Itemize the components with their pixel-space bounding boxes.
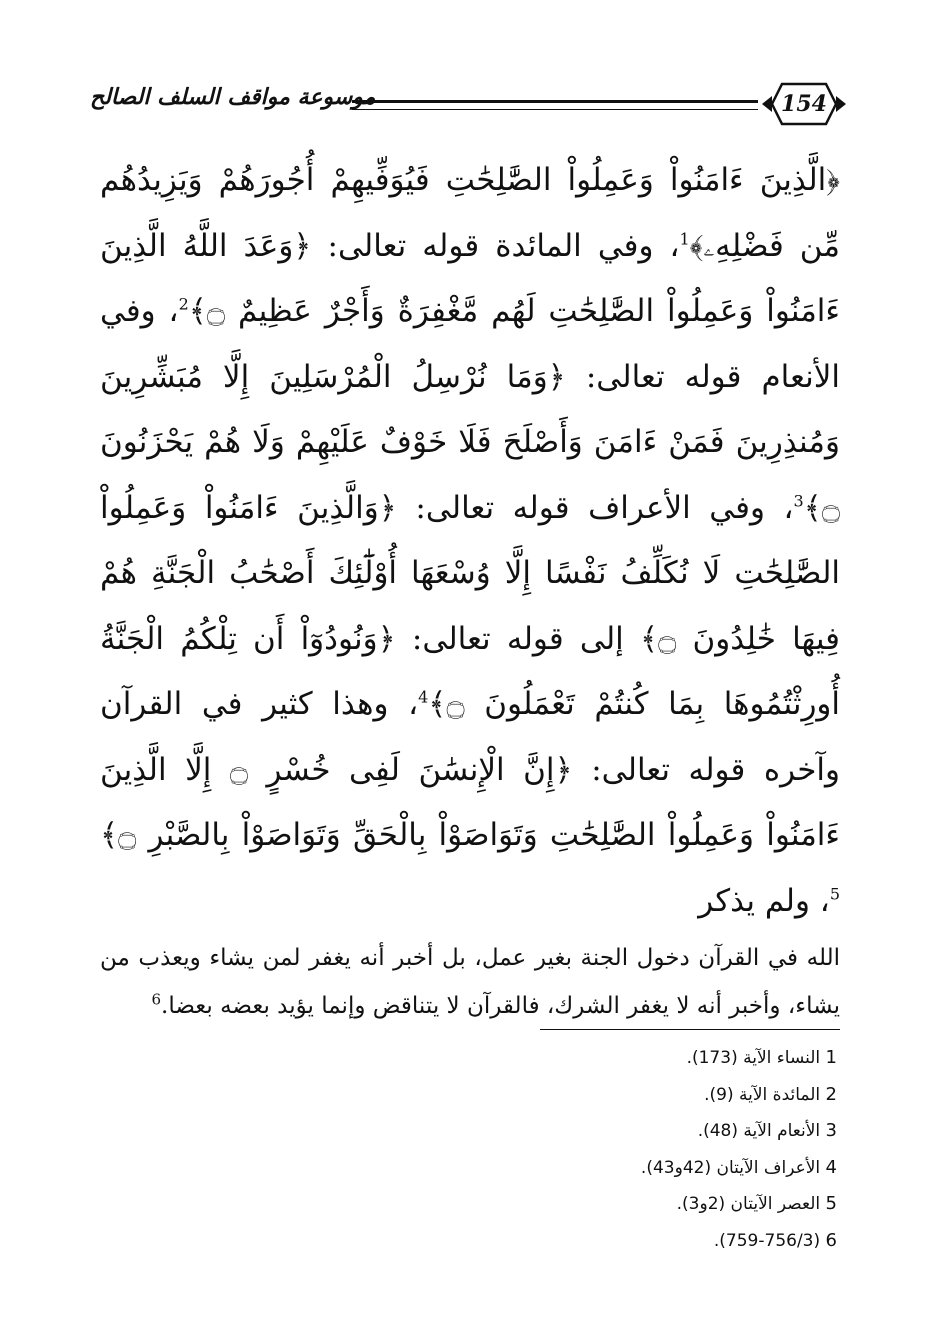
- footnote-ref: 2: [178, 294, 189, 314]
- footnote-text: الأعراف الآيتان (42و43).: [640, 1157, 821, 1178]
- text-segment: ﴿الَّذِينَ ءَامَنُواْ وَعَمِلُواْ الصَّٰلِحَٰتِ فَيُوَفِّيهِمْ أُجُورَهُمْ وَيَزِيدُهُم مِّن فَضْلِهِۦ﴾: [100, 162, 841, 264]
- footnote-number: 3: [825, 1120, 837, 1141]
- footnote-text: النساء الآية (173).: [686, 1048, 821, 1068]
- header-rule: [352, 100, 758, 110]
- footnote-text: المائدة الآية (9).: [704, 1084, 821, 1105]
- page-number-badge: [758, 78, 850, 130]
- footnote-ref: 4: [418, 687, 429, 707]
- footnote-item: [517, 1150, 837, 1187]
- footnotes: [517, 1040, 837, 1259]
- footnote-item: [517, 1186, 837, 1223]
- footnote-text: الأنعام الآية (48).: [697, 1121, 821, 1141]
- page-number: 154: [781, 91, 827, 117]
- text-segment: ، وفي الأعراف قوله تعالى: ﴿وَالَّذِينَ ءَامَنُواْ وَعَمِلُواْ الصَّٰلِحَٰتِ لَا نُكَلِّفُ نَفْسًا إِلَّا وُسْعَهَا أُوْلَٰٓئِكَ أَصْحَٰبُ الْجَنَّةِ هُمْ فِيهَا خَٰلِدُونَ ۝﴾ إلى قوله تعالى: ﴿وَنُودُوٓاْ أَن تِلْكُمُ الْجَنَّةُ أُورِثْتُمُوهَا بِمَا كُنتُمْ تَعْمَلُونَ ۝﴾: [100, 489, 840, 722]
- footnote-ref: 6: [151, 990, 162, 1009]
- page-header: [90, 78, 850, 138]
- footnote-ref: 1: [679, 229, 690, 249]
- footnote-ref: 3: [793, 491, 804, 511]
- text-segment: الله في القرآن دخول الجنة بغير عمل، بل أخبر أنه يغفر لمن يشاء ويعذب من يشاء، وأخبر أنه لا يغفر الشرك، فالقرآن لا يتناقض وإنما يؤيد بعضه بعضا.: [100, 945, 840, 1019]
- footnote-number: 4: [825, 1156, 837, 1178]
- book-title: موسوعة مواقف السلف الصالح: [90, 84, 376, 110]
- footnote-text: (759-756/3).: [713, 1230, 821, 1251]
- footnote-number: 2: [825, 1083, 837, 1105]
- footnote-number: 6: [825, 1229, 837, 1251]
- text-segment: ، وهذا كثير في القرآن وآخره قوله تعالى: ﴿إِنَّ الْإِنسَٰنَ لَفِى خُسْرٍ ۝ إِلَّا الَّذِينَ ءَامَنُواْ وَعَمِلُواْ الصَّٰلِحَٰتِ وَتَوَاصَوْاْ بِالْحَقِّ وَتَوَاصَوْاْ بِالصَّبْرِ ۝﴾: [100, 686, 840, 853]
- footnote-number: 1: [825, 1047, 837, 1068]
- text-segment: ، وفي الأنعام قوله تعالى: ﴿وَمَا نُرْسِلُ الْمُرْسَلِينَ إِلَّا مُبَشِّرِينَ وَمُنذِرِينَ فَمَنْ ءَامَنَ وَأَصْلَحَ فَلَا خَوْفٌ عَلَيْهِمْ وَلَا هُمْ يَحْزَنُونَ ۝﴾: [100, 293, 840, 526]
- footnote-item: [517, 1040, 837, 1077]
- footnote-ref: 5: [829, 884, 840, 904]
- footnote-item: [517, 1077, 837, 1114]
- footnote-item: [517, 1223, 837, 1260]
- text-segment: ، وفي المائدة قوله تعالى: ﴿وَعَدَ اللَّهُ الَّذِينَ ءَامَنُواْ وَعَمِلُواْ الصَّٰلِحَٰتِ لَهُم مَّغْفِرَةٌ وَأَجْرٌ عَظِيمٌ ۝﴾: [100, 227, 840, 329]
- footnote-item: [517, 1113, 837, 1150]
- closing-paragraph: [100, 934, 840, 1030]
- footnote-number: 5: [825, 1193, 837, 1214]
- footnote-separator: [540, 1029, 840, 1030]
- main-text: [100, 148, 840, 1030]
- footnote-text: العصر الآيتان (2و3).: [676, 1194, 821, 1214]
- text-segment: ، ولم يذكر: [698, 882, 830, 919]
- main-paragraph: [100, 148, 840, 934]
